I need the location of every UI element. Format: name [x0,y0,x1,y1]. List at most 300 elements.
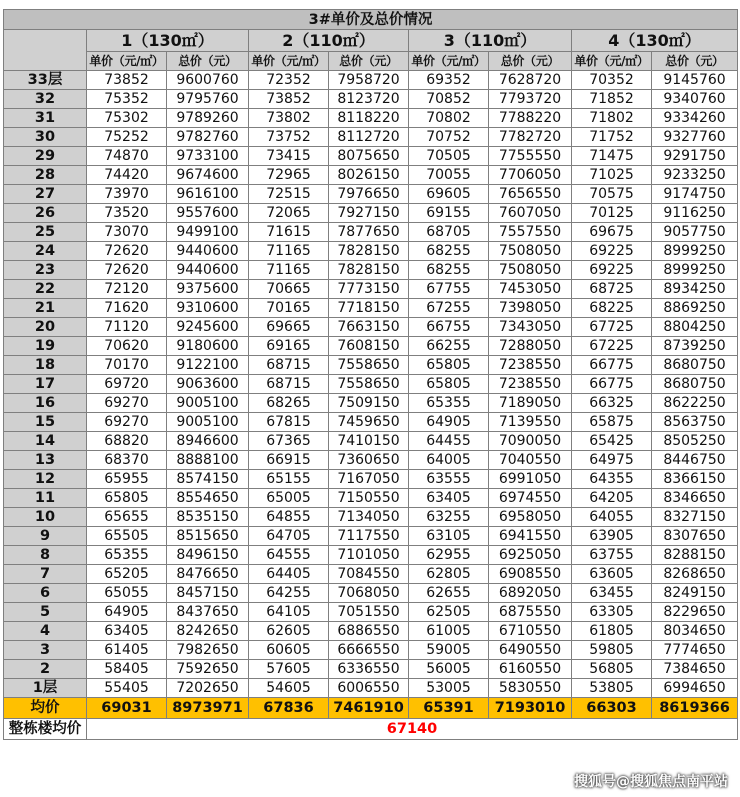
unit-price-cell: 64905 [409,413,489,432]
unit-price-cell: 68715 [249,375,329,394]
total-price-cell: 6336550 [329,660,409,679]
unit-price-cell: 66755 [409,318,489,337]
unit-price-cell: 68820 [87,432,167,451]
total-price-cell: 7774650 [652,641,738,660]
unit-price-cell: 59005 [409,641,489,660]
unit-price-cell: 70125 [572,204,652,223]
total-price-cell: 8680750 [652,356,738,375]
unit-price-cell: 59805 [572,641,652,660]
unit-price-cell: 64355 [572,470,652,489]
total-price-cell: 6908550 [489,565,572,584]
unit-price-cell: 65805 [87,489,167,508]
floor-label: 8 [4,546,87,565]
total-price-cell: 9789260 [167,109,249,128]
total-price-cell: 8505250 [652,432,738,451]
floor-label: 9 [4,527,87,546]
unit-price-cell: 64205 [572,489,652,508]
total-price-cell: 7238550 [489,356,572,375]
total-price-cell: 8307650 [652,527,738,546]
total-price-cell: 9334260 [652,109,738,128]
table-row [4,109,738,128]
unit-price-cell: 73752 [249,128,329,147]
unit-price-cell: 64975 [572,451,652,470]
unit-price-cell: 64455 [409,432,489,451]
total-price-cell: 7084550 [329,565,409,584]
whole-building-row [4,719,738,740]
unit-price-cell: 71852 [572,90,652,109]
title-row [4,10,738,30]
unit-price-cell: 63755 [572,546,652,565]
average-total-price: 7193010 [489,698,572,719]
total-price-cell: 7508050 [489,261,572,280]
total-price-cell: 8563750 [652,413,738,432]
unit-price-cell: 57605 [249,660,329,679]
total-price-cell: 9180600 [167,337,249,356]
total-price-cell: 8437650 [167,603,249,622]
total-price-cell: 7134050 [329,508,409,527]
unit-price-cell: 75352 [87,90,167,109]
total-price-cell: 7828150 [329,242,409,261]
unit-price-cell: 74420 [87,166,167,185]
unit-price-cell: 73852 [249,90,329,109]
total-price-cell: 7360650 [329,451,409,470]
unit-price-cell: 58405 [87,660,167,679]
unit-price-cell: 69165 [249,337,329,356]
table-row [4,280,738,299]
total-price-cell: 8242650 [167,622,249,641]
total-price-cell: 9733100 [167,147,249,166]
table-row [4,394,738,413]
total-price-cell: 6490550 [489,641,572,660]
total-price-cell: 7958720 [329,71,409,90]
unit-header-row [4,30,738,52]
unit-price-cell: 71620 [87,299,167,318]
floor-label: 22 [4,280,87,299]
floor-label: 29 [4,147,87,166]
table-row [4,375,738,394]
average-total-price: 8973971 [167,698,249,719]
unit-price-cell: 56005 [409,660,489,679]
total-price-cell: 8535150 [167,508,249,527]
total-price-cell: 6925050 [489,546,572,565]
unit-price-cell: 68225 [572,299,652,318]
total-price-cell: 7706050 [489,166,572,185]
table-row [4,565,738,584]
total-price-cell: 8026150 [329,166,409,185]
total-price-cell: 7202650 [167,679,249,698]
unit-price-cell: 70620 [87,337,167,356]
average-total-price: 8619366 [652,698,738,719]
unit-price-cell: 71165 [249,261,329,280]
unit-price-cell: 67815 [249,413,329,432]
unit-price-cell: 65805 [409,356,489,375]
floor-label: 28 [4,166,87,185]
total-price-cell: 7656550 [489,185,572,204]
unit-price-cell: 63555 [409,470,489,489]
total-price-cell: 8034650 [652,622,738,641]
unit-price-cell: 63405 [409,489,489,508]
total-price-cell: 8346650 [652,489,738,508]
total-price-header: 总价（元） [489,52,572,71]
table-row [4,147,738,166]
table-row [4,90,738,109]
table-row [4,71,738,90]
unit-price-cell: 64555 [249,546,329,565]
total-price-cell: 7793720 [489,90,572,109]
unit-price-cell: 73970 [87,185,167,204]
floor-label: 18 [4,356,87,375]
total-price-cell: 9440600 [167,261,249,280]
unit-price-cell: 70752 [409,128,489,147]
total-price-cell: 7718150 [329,299,409,318]
total-price-cell: 8739250 [652,337,738,356]
unit-price-cell: 62505 [409,603,489,622]
total-price-cell: 6892050 [489,584,572,603]
total-price-cell: 8075650 [329,147,409,166]
unit-price-cell: 62655 [409,584,489,603]
floor-label: 13 [4,451,87,470]
unit-price-cell: 74870 [87,147,167,166]
table-title: 3#单价及总价情况 [4,10,738,30]
floor-label: 27 [4,185,87,204]
floor-label: 32 [4,90,87,109]
unit-price-cell: 64005 [409,451,489,470]
total-price-cell: 7773150 [329,280,409,299]
total-price-cell: 8123720 [329,90,409,109]
unit-price-cell: 73802 [249,109,329,128]
floor-label: 20 [4,318,87,337]
total-price-cell: 8457150 [167,584,249,603]
floor-label: 33层 [4,71,87,90]
table-row [4,527,738,546]
table-row [4,603,738,622]
unit-price-cell: 71025 [572,166,652,185]
whole-building-average: 67140 [87,719,738,740]
floor-label: 24 [4,242,87,261]
total-price-cell: 8112720 [329,128,409,147]
unit-price-cell: 71615 [249,223,329,242]
total-price-cell: 7459650 [329,413,409,432]
unit-price-cell: 73520 [87,204,167,223]
unit-price-cell: 63255 [409,508,489,527]
unit-price-cell: 65205 [87,565,167,584]
unit-price-cell: 72515 [249,185,329,204]
unit-price-cell: 64255 [249,584,329,603]
unit-header-4: 4（130㎡） [572,30,738,52]
unit-price-cell: 65155 [249,470,329,489]
table-row [4,185,738,204]
total-price-cell: 8680750 [652,375,738,394]
unit-price-cell: 72620 [87,242,167,261]
total-price-cell: 7607050 [489,204,572,223]
unit-price-cell: 68255 [409,242,489,261]
total-price-cell: 6160550 [489,660,572,679]
total-price-cell: 7788220 [489,109,572,128]
unit-price-cell: 73415 [249,147,329,166]
total-price-header: 总价（元） [652,52,738,71]
floor-label: 11 [4,489,87,508]
sub-header-row [4,52,738,71]
total-price-cell: 8366150 [652,470,738,489]
unit-price-cell: 64905 [87,603,167,622]
total-price-cell: 8999250 [652,261,738,280]
total-price-cell: 9291750 [652,147,738,166]
unit-price-cell: 65875 [572,413,652,432]
total-price-cell: 8869250 [652,299,738,318]
table-row [4,660,738,679]
unit-price-cell: 72120 [87,280,167,299]
unit-price-cell: 53805 [572,679,652,698]
floor-label: 23 [4,261,87,280]
total-price-cell: 6991050 [489,470,572,489]
unit-price-cell: 65425 [572,432,652,451]
unit-price-cell: 71475 [572,147,652,166]
unit-price-cell: 65505 [87,527,167,546]
total-price-cell: 8496150 [167,546,249,565]
unit-price-header: 单价（元/㎡） [249,52,329,71]
floor-label: 19 [4,337,87,356]
unit-price-cell: 67255 [409,299,489,318]
unit-price-cell: 65355 [87,546,167,565]
unit-price-cell: 70165 [249,299,329,318]
unit-price-cell: 63405 [87,622,167,641]
total-price-cell: 9145760 [652,71,738,90]
total-price-cell: 9310600 [167,299,249,318]
unit-price-cell: 62605 [249,622,329,641]
floor-label: 16 [4,394,87,413]
unit-price-cell: 63605 [572,565,652,584]
unit-price-cell: 71802 [572,109,652,128]
unit-price-cell: 73852 [87,71,167,90]
unit-price-cell: 69665 [249,318,329,337]
unit-price-cell: 62955 [409,546,489,565]
unit-price-cell: 55405 [87,679,167,698]
unit-price-cell: 66325 [572,394,652,413]
total-price-cell: 5830550 [489,679,572,698]
table-row [4,489,738,508]
table-row [4,223,738,242]
total-price-cell: 7453050 [489,280,572,299]
total-price-cell: 9616100 [167,185,249,204]
unit-price-cell: 69270 [87,394,167,413]
unit-price-cell: 64855 [249,508,329,527]
total-price-cell: 6941550 [489,527,572,546]
total-price-cell: 7509150 [329,394,409,413]
average-unit-price: 65391 [409,698,489,719]
unit-price-cell: 65655 [87,508,167,527]
unit-price-cell: 65955 [87,470,167,489]
unit-price-cell: 68265 [249,394,329,413]
average-label: 均价 [4,698,87,719]
total-price-cell: 9005100 [167,394,249,413]
average-unit-price: 67836 [249,698,329,719]
total-price-cell: 7167050 [329,470,409,489]
total-price-cell: 8249150 [652,584,738,603]
total-price-cell: 7139550 [489,413,572,432]
total-price-cell: 8229650 [652,603,738,622]
floor-label: 30 [4,128,87,147]
total-price-cell: 7877650 [329,223,409,242]
average-unit-price: 69031 [87,698,167,719]
table-row [4,622,738,641]
unit-price-cell: 53005 [409,679,489,698]
unit-header-2: 2（110㎡） [249,30,409,52]
table-row [4,318,738,337]
watermark: 搜狐号@搜狐焦点南平站 [574,774,728,790]
total-price-cell: 9327760 [652,128,738,147]
unit-price-cell: 64105 [249,603,329,622]
unit-price-cell: 66255 [409,337,489,356]
floor-label: 5 [4,603,87,622]
total-price-cell: 9600760 [167,71,249,90]
table-row [4,261,738,280]
unit-price-cell: 61005 [409,622,489,641]
total-price-cell: 8476650 [167,565,249,584]
table-row [4,413,738,432]
unit-price-header: 单价（元/㎡） [87,52,167,71]
unit-price-cell: 66775 [572,375,652,394]
unit-price-cell: 70505 [409,147,489,166]
total-price-cell: 9116250 [652,204,738,223]
unit-price-cell: 69605 [409,185,489,204]
floor-label: 4 [4,622,87,641]
table-row [4,451,738,470]
total-price-header: 总价（元） [329,52,409,71]
unit-price-cell: 64405 [249,565,329,584]
total-price-cell: 7288050 [489,337,572,356]
total-price-cell: 6974550 [489,489,572,508]
total-price-cell: 9122100 [167,356,249,375]
unit-price-cell: 67365 [249,432,329,451]
total-price-cell: 6710550 [489,622,572,641]
total-price-cell: 9005100 [167,413,249,432]
unit-price-cell: 70802 [409,109,489,128]
floor-label: 31 [4,109,87,128]
total-price-cell: 9375600 [167,280,249,299]
table-row [4,679,738,698]
unit-price-cell: 70170 [87,356,167,375]
unit-price-cell: 72352 [249,71,329,90]
unit-price-cell: 61405 [87,641,167,660]
unit-price-cell: 61805 [572,622,652,641]
total-price-cell: 8946600 [167,432,249,451]
total-price-header: 总价（元） [167,52,249,71]
unit-price-cell: 69352 [409,71,489,90]
total-price-cell: 7384650 [652,660,738,679]
total-price-cell: 7068050 [329,584,409,603]
unit-price-cell: 63105 [409,527,489,546]
floor-label: 14 [4,432,87,451]
average-row [4,698,738,719]
total-price-cell: 7982650 [167,641,249,660]
floor-label: 26 [4,204,87,223]
unit-price-cell: 54605 [249,679,329,698]
total-price-cell: 6886550 [329,622,409,641]
unit-price-cell: 68725 [572,280,652,299]
total-price-cell: 8118220 [329,109,409,128]
unit-price-cell: 72965 [249,166,329,185]
floor-label: 21 [4,299,87,318]
table-row [4,166,738,185]
floor-label: 12 [4,470,87,489]
unit-price-cell: 68255 [409,261,489,280]
total-price-cell: 8888100 [167,451,249,470]
total-price-cell: 7608150 [329,337,409,356]
unit-price-cell: 63455 [572,584,652,603]
unit-price-cell: 75252 [87,128,167,147]
unit-price-cell: 64055 [572,508,652,527]
total-price-cell: 7090050 [489,432,572,451]
total-price-cell: 8574150 [167,470,249,489]
floor-label: 17 [4,375,87,394]
unit-price-cell: 68705 [409,223,489,242]
table-row [4,299,738,318]
unit-price-cell: 64705 [249,527,329,546]
total-price-cell: 7628720 [489,71,572,90]
total-price-cell: 8554650 [167,489,249,508]
floor-label: 1层 [4,679,87,698]
total-price-cell: 7040550 [489,451,572,470]
unit-price-cell: 70055 [409,166,489,185]
total-price-cell: 9795760 [167,90,249,109]
total-price-cell: 8327150 [652,508,738,527]
unit-price-cell: 69675 [572,223,652,242]
total-price-cell: 7398050 [489,299,572,318]
total-price-cell: 7189050 [489,394,572,413]
total-price-cell: 7558650 [329,375,409,394]
unit-price-cell: 62805 [409,565,489,584]
total-price-cell: 6875550 [489,603,572,622]
total-price-cell: 7343050 [489,318,572,337]
total-price-cell: 7557550 [489,223,572,242]
unit-price-cell: 70352 [572,71,652,90]
table-row [4,641,738,660]
total-price-cell: 7508050 [489,242,572,261]
table-row [4,242,738,261]
unit-price-cell: 73070 [87,223,167,242]
unit-price-cell: 71752 [572,128,652,147]
corner-cell [4,30,87,71]
total-price-cell: 8999250 [652,242,738,261]
unit-price-cell: 71165 [249,242,329,261]
total-price-cell: 7782720 [489,128,572,147]
total-price-cell: 6006550 [329,679,409,698]
total-price-cell: 8804250 [652,318,738,337]
floor-label: 2 [4,660,87,679]
unit-price-cell: 69720 [87,375,167,394]
unit-price-cell: 68715 [249,356,329,375]
floor-label: 25 [4,223,87,242]
unit-price-cell: 67725 [572,318,652,337]
unit-header-1: 1（130㎡） [87,30,249,52]
total-price-cell: 9063600 [167,375,249,394]
unit-price-cell: 63905 [572,527,652,546]
unit-price-cell: 67755 [409,280,489,299]
unit-price-cell: 65355 [409,394,489,413]
table-row [4,584,738,603]
table-row [4,204,738,223]
total-price-cell: 9340760 [652,90,738,109]
unit-price-cell: 63305 [572,603,652,622]
unit-price-header: 单价（元/㎡） [572,52,652,71]
total-price-cell: 9499100 [167,223,249,242]
total-price-cell: 7410150 [329,432,409,451]
total-price-cell: 7976650 [329,185,409,204]
total-price-cell: 6958050 [489,508,572,527]
unit-price-cell: 71120 [87,318,167,337]
average-total-price: 7461910 [329,698,409,719]
total-price-cell: 6666550 [329,641,409,660]
